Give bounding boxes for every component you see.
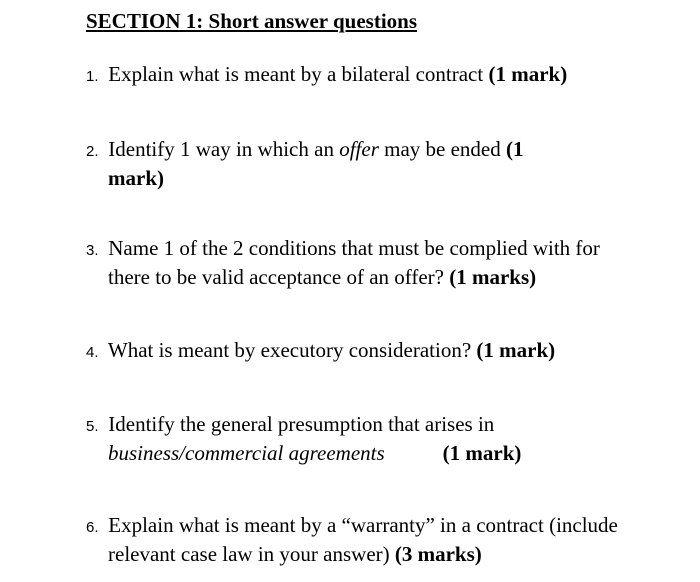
question-marks-b: mark) [108,166,164,190]
question-text-line1: Name 1 of the 2 conditions that must be complied with for [108,236,600,260]
question-text-line1: Identify the general presumption that arises in [108,412,495,436]
question-text-line1: Explain what is meant by a “warranty” in a contract (include [108,513,618,537]
question-number: 5. [86,418,99,435]
question-3 [86,235,600,290]
question-number: 6. [86,519,99,536]
question-4 [86,337,555,366]
section-title: SECTION 1: Short answer questions [86,9,418,33]
question-text: What is meant by executory consideration? [107,338,472,362]
question-number: 2. [86,143,99,160]
question-5 [86,411,521,466]
question-text: Explain what is meant by a bilateral contract [108,62,484,86]
question-marks: (3 marks) [394,542,482,566]
question-marks-a: (1 [506,137,524,161]
question-number: 3. [86,242,99,259]
question-text-emphasis: offer [339,137,379,161]
question-marks: (1 mark) [488,62,568,86]
question-marks: (1 marks) [449,265,537,289]
question-marks: (1 mark) [442,441,522,465]
question-6 [86,512,618,567]
question-2 [86,136,524,191]
question-number: 4. [86,344,99,361]
question-text-line2: relevant case law in your answer) [108,542,390,566]
question-1 [86,61,567,90]
question-text-line2: there to be valid acceptance of an offer? [108,265,444,289]
question-text-line2: business/commercial agreements [108,441,385,465]
question-text-a: Identify 1 way in which an [108,137,334,161]
question-number: 1. [86,68,99,85]
question-marks: (1 mark) [476,338,556,362]
question-text-b: may be ended [384,137,501,161]
